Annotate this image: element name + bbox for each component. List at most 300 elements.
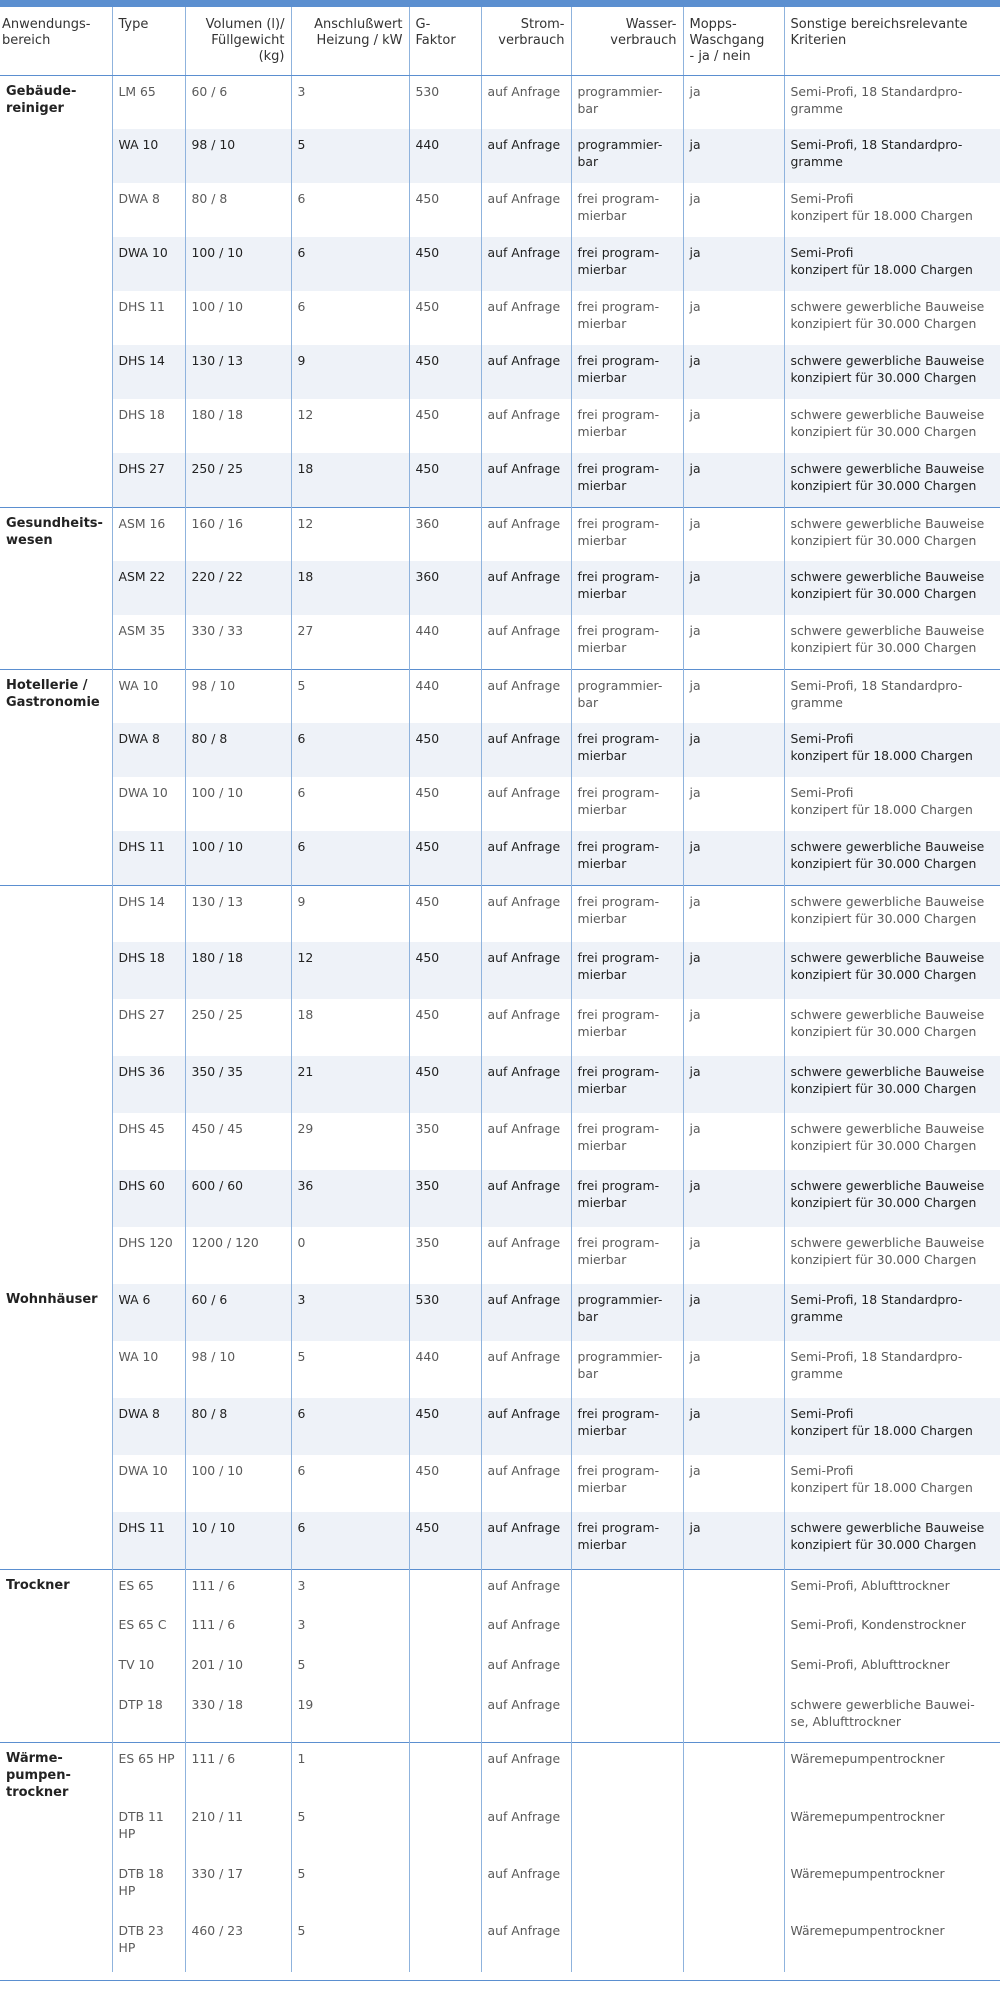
- cell-power: auf Anfrage: [481, 345, 571, 399]
- cell-area: [0, 1170, 112, 1227]
- cell-mop: ja: [683, 999, 784, 1056]
- cell-mop: ja: [683, 1113, 784, 1170]
- cell-power: auf Anfrage: [481, 1609, 571, 1649]
- cell-other: Semi-Profi konzipert für 18.000 Chargen: [784, 237, 1000, 291]
- cell-heating: 9: [291, 885, 409, 942]
- table-row: [0, 1569, 1000, 1609]
- table-row: [0, 399, 1000, 453]
- cell-heating: 27: [291, 615, 409, 669]
- cell-volume: 180 / 18: [185, 942, 291, 999]
- cell-volume: 98 / 10: [185, 669, 291, 723]
- cell-water: [571, 1569, 683, 1609]
- cell-volume: 60 / 6: [185, 1284, 291, 1341]
- cell-mop: [683, 1569, 784, 1609]
- table-row: [0, 1170, 1000, 1227]
- cell-g-factor: 440: [409, 669, 481, 723]
- cell-area: Gebäude- reiniger: [6, 83, 77, 116]
- cell-mop: [683, 1742, 784, 1801]
- cell-mop: [683, 1858, 784, 1915]
- cell-type: DTB 18 HP: [112, 1858, 185, 1915]
- table-row: [0, 942, 1000, 999]
- table-row: [0, 1858, 1000, 1915]
- cell-water: programmier- bar: [571, 1341, 683, 1398]
- cell-other: schwere gewerbliche Bauweise konzipiert für 30.000 Chargen: [784, 561, 1000, 615]
- cell-type: TV 10: [112, 1649, 185, 1689]
- cell-water: [571, 1858, 683, 1915]
- cell-volume: 330 / 17: [185, 1858, 291, 1915]
- cell-volume: 80 / 8: [185, 723, 291, 777]
- cell-other: Semi-Profi konzipert für 18.000 Chargen: [784, 183, 1000, 237]
- cell-volume: 330 / 33: [185, 615, 291, 669]
- cell-water: frei program- mierbar: [571, 723, 683, 777]
- cell-mop: ja: [683, 1170, 784, 1227]
- table-row: [0, 723, 1000, 777]
- table-row: [0, 1649, 1000, 1689]
- cell-g-factor: 450: [409, 1512, 481, 1569]
- cell-volume: 220 / 22: [185, 561, 291, 615]
- cell-volume: 98 / 10: [185, 129, 291, 183]
- cell-water: frei program- mierbar: [571, 1170, 683, 1227]
- cell-type: DHS 11: [112, 291, 185, 345]
- table-row: [0, 777, 1000, 831]
- cell-area: [0, 885, 112, 942]
- header-heating: Anschlußwert Heizung / kW: [291, 7, 409, 75]
- cell-power: auf Anfrage: [481, 1341, 571, 1398]
- cell-area: [0, 453, 112, 507]
- cell-g-factor: 450: [409, 777, 481, 831]
- cell-volume: 80 / 8: [185, 1398, 291, 1455]
- cell-type: WA 6: [112, 1284, 185, 1341]
- cell-power: auf Anfrage: [481, 507, 571, 561]
- table-row: [0, 1056, 1000, 1113]
- cell-other: schwere gewerbliche Bauweise konzipiert für 30.000 Chargen: [784, 291, 1000, 345]
- cell-mop: [683, 1801, 784, 1858]
- cell-power: auf Anfrage: [481, 75, 571, 129]
- table-row: [0, 831, 1000, 885]
- cell-area: [0, 1056, 112, 1113]
- cell-g-factor: 450: [409, 885, 481, 942]
- cell-heating: 6: [291, 291, 409, 345]
- header-water: Wasser- verbrauch: [571, 7, 683, 75]
- cell-mop: ja: [683, 507, 784, 561]
- cell-type: WA 10: [112, 669, 185, 723]
- cell-power: auf Anfrage: [481, 453, 571, 507]
- bottom-rule: [0, 1980, 1000, 1981]
- cell-other: Semi-Profi konzipert für 18.000 Chargen: [784, 777, 1000, 831]
- cell-g-factor: 360: [409, 561, 481, 615]
- cell-water: programmier- bar: [571, 1284, 683, 1341]
- table-row: [0, 183, 1000, 237]
- cell-water: frei program- mierbar: [571, 399, 683, 453]
- cell-power: auf Anfrage: [481, 1284, 571, 1341]
- cell-heating: 9: [291, 345, 409, 399]
- cell-mop: ja: [683, 1341, 784, 1398]
- cell-type: DHS 27: [112, 453, 185, 507]
- cell-volume: 100 / 10: [185, 291, 291, 345]
- cell-area: [0, 1801, 112, 1858]
- cell-volume: 201 / 10: [185, 1649, 291, 1689]
- cell-g-factor: 450: [409, 183, 481, 237]
- cell-type: DWA 10: [112, 237, 185, 291]
- cell-type: ES 65 HP: [112, 1742, 185, 1801]
- cell-volume: 60 / 6: [185, 75, 291, 129]
- table-row: [0, 75, 1000, 129]
- cell-type: DWA 10: [112, 1455, 185, 1512]
- cell-mop: ja: [683, 129, 784, 183]
- cell-mop: [683, 1609, 784, 1649]
- cell-other: Semi-Profi konzipert für 18.000 Chargen: [784, 1455, 1000, 1512]
- cell-area: [0, 1915, 112, 1972]
- table-row: [0, 453, 1000, 507]
- cell-type: DWA 10: [112, 777, 185, 831]
- cell-g-factor: 450: [409, 723, 481, 777]
- cell-volume: 350 / 35: [185, 1056, 291, 1113]
- cell-g-factor: [409, 1742, 481, 1801]
- cell-mop: ja: [683, 75, 784, 129]
- cell-area: [0, 237, 112, 291]
- cell-power: auf Anfrage: [481, 1915, 571, 1972]
- cell-water: [571, 1742, 683, 1801]
- table-row: [0, 1398, 1000, 1455]
- cell-other: schwere gewerbliche Bauweise konzipiert für 30.000 Chargen: [784, 1056, 1000, 1113]
- header-other: Sonstige bereichsrelevante Kriterien: [784, 7, 1000, 75]
- cell-water: frei program- mierbar: [571, 1512, 683, 1569]
- cell-power: auf Anfrage: [481, 1455, 571, 1512]
- cell-heating: 0: [291, 1227, 409, 1284]
- header-g-factor: G- Faktor: [409, 7, 481, 75]
- cell-power: auf Anfrage: [481, 1512, 571, 1569]
- cell-volume: 111 / 6: [185, 1742, 291, 1801]
- cell-g-factor: 450: [409, 345, 481, 399]
- table-row: [0, 1689, 1000, 1742]
- cell-mop: ja: [683, 1512, 784, 1569]
- table-row: [0, 237, 1000, 291]
- cell-heating: 12: [291, 399, 409, 453]
- cell-g-factor: 360: [409, 507, 481, 561]
- cell-power: auf Anfrage: [481, 942, 571, 999]
- table-row: [0, 885, 1000, 942]
- cell-g-factor: [409, 1649, 481, 1689]
- cell-water: frei program- mierbar: [571, 561, 683, 615]
- cell-other: schwere gewerbliche Bauweise konzipiert für 30.000 Chargen: [784, 1512, 1000, 1569]
- cell-area: [0, 291, 112, 345]
- cell-heating: 5: [291, 1341, 409, 1398]
- cell-type: DHS 45: [112, 1113, 185, 1170]
- cell-area: [0, 129, 112, 183]
- cell-water: frei program- mierbar: [571, 453, 683, 507]
- cell-volume: 180 / 18: [185, 399, 291, 453]
- cell-area: [0, 777, 112, 831]
- table-row: [0, 291, 1000, 345]
- cell-power: auf Anfrage: [481, 1858, 571, 1915]
- cell-type: DTP 18: [112, 1689, 185, 1742]
- cell-water: programmier- bar: [571, 669, 683, 723]
- cell-mop: ja: [683, 561, 784, 615]
- cell-power: auf Anfrage: [481, 615, 571, 669]
- cell-heating: 5: [291, 669, 409, 723]
- cell-other: Semi-Profi konzipert für 18.000 Chargen: [784, 1398, 1000, 1455]
- cell-volume: 98 / 10: [185, 1341, 291, 1398]
- cell-heating: 6: [291, 777, 409, 831]
- cell-power: auf Anfrage: [481, 999, 571, 1056]
- header-type: Type: [112, 7, 185, 75]
- cell-heating: 5: [291, 1915, 409, 1972]
- cell-area: [0, 1649, 112, 1689]
- cell-water: [571, 1649, 683, 1689]
- cell-other: Semi-Profi, Ablufttrockner: [784, 1569, 1000, 1609]
- cell-water: frei program- mierbar: [571, 507, 683, 561]
- cell-heating: 6: [291, 1512, 409, 1569]
- cell-water: programmier- bar: [571, 129, 683, 183]
- header-power: Strom- verbrauch: [481, 7, 571, 75]
- cell-mop: ja: [683, 453, 784, 507]
- cell-heating: 36: [291, 1170, 409, 1227]
- cell-type: DHS 18: [112, 399, 185, 453]
- cell-volume: 250 / 25: [185, 453, 291, 507]
- cell-water: frei program- mierbar: [571, 183, 683, 237]
- cell-type: DHS 18: [112, 942, 185, 999]
- cell-area: [0, 1398, 112, 1455]
- cell-power: auf Anfrage: [481, 561, 571, 615]
- cell-mop: ja: [683, 237, 784, 291]
- cell-type: DHS 60: [112, 1170, 185, 1227]
- cell-area: [0, 999, 112, 1056]
- cell-volume: 80 / 8: [185, 183, 291, 237]
- cell-g-factor: 450: [409, 399, 481, 453]
- cell-type: LM 65: [112, 75, 185, 129]
- cell-type: WA 10: [112, 129, 185, 183]
- cell-other: Semi-Profi, 18 Standardpro- gramme: [784, 1341, 1000, 1398]
- cell-power: auf Anfrage: [481, 399, 571, 453]
- cell-other: Semi-Profi, 18 Standardpro- gramme: [784, 669, 1000, 723]
- cell-power: auf Anfrage: [481, 291, 571, 345]
- cell-volume: 100 / 10: [185, 777, 291, 831]
- cell-other: schwere gewerbliche Bauweise konzipiert für 30.000 Chargen: [784, 615, 1000, 669]
- cell-g-factor: 450: [409, 453, 481, 507]
- cell-g-factor: [409, 1689, 481, 1742]
- cell-volume: 210 / 11: [185, 1801, 291, 1858]
- cell-other: Semi-Profi, 18 Standardpro- gramme: [784, 1284, 1000, 1341]
- cell-type: DHS 120: [112, 1227, 185, 1284]
- cell-power: auf Anfrage: [481, 1227, 571, 1284]
- cell-water: frei program- mierbar: [571, 1398, 683, 1455]
- cell-other: schwere gewerbliche Bauweise konzipiert für 30.000 Chargen: [784, 999, 1000, 1056]
- cell-other: Wäremepumpentrockner: [784, 1742, 1000, 1801]
- cell-volume: 460 / 23: [185, 1915, 291, 1972]
- table-row: [0, 345, 1000, 399]
- cell-type: DWA 8: [112, 183, 185, 237]
- table-row: [0, 1455, 1000, 1512]
- cell-g-factor: 450: [409, 1056, 481, 1113]
- cell-area: [0, 1341, 112, 1398]
- cell-mop: ja: [683, 885, 784, 942]
- cell-volume: 130 / 13: [185, 345, 291, 399]
- cell-heating: 3: [291, 75, 409, 129]
- cell-power: auf Anfrage: [481, 1649, 571, 1689]
- cell-type: ASM 35: [112, 615, 185, 669]
- cell-area: Trockner: [0, 1569, 112, 1609]
- cell-mop: ja: [683, 1227, 784, 1284]
- cell-type: ES 65: [112, 1569, 185, 1609]
- cell-g-factor: [409, 1609, 481, 1649]
- cell-other: Semi-Profi, Kondenstrockner: [784, 1609, 1000, 1649]
- cell-g-factor: [409, 1915, 481, 1972]
- table-row: [0, 1915, 1000, 1972]
- cell-area: [0, 942, 112, 999]
- cell-power: auf Anfrage: [481, 1801, 571, 1858]
- cell-heating: 5: [291, 1858, 409, 1915]
- cell-volume: 130 / 13: [185, 885, 291, 942]
- table-row: [0, 1227, 1000, 1284]
- header-mop: Mopps- Waschgang - ja / nein: [683, 7, 784, 75]
- header-row: [0, 7, 1000, 75]
- cell-water: [571, 1915, 683, 1972]
- table-row: [0, 129, 1000, 183]
- cell-area: [0, 1858, 112, 1915]
- cell-heating: 3: [291, 1569, 409, 1609]
- cell-mop: ja: [683, 615, 784, 669]
- cell-area: Gesundheits- wesen: [0, 507, 112, 561]
- cell-power: auf Anfrage: [481, 237, 571, 291]
- cell-other: schwere gewerbliche Bauweise konzipiert für 30.000 Chargen: [784, 942, 1000, 999]
- cell-mop: ja: [683, 1455, 784, 1512]
- cell-area: [0, 1227, 112, 1284]
- cell-type: DWA 8: [112, 723, 185, 777]
- cell-area: [0, 1455, 112, 1512]
- cell-power: auf Anfrage: [481, 1569, 571, 1609]
- cell-volume: 111 / 6: [185, 1609, 291, 1649]
- cell-area: [0, 1609, 112, 1649]
- cell-g-factor: 450: [409, 237, 481, 291]
- cell-water: [571, 1609, 683, 1649]
- cell-type: DHS 11: [112, 1512, 185, 1569]
- cell-mop: ja: [683, 183, 784, 237]
- cell-other: schwere gewerbliche Bauweise konzipiert für 30.000 Chargen: [784, 399, 1000, 453]
- cell-power: auf Anfrage: [481, 1742, 571, 1801]
- cell-water: frei program- mierbar: [571, 1113, 683, 1170]
- table-row: [0, 1341, 1000, 1398]
- cell-g-factor: 440: [409, 615, 481, 669]
- cell-volume: 160 / 16: [185, 507, 291, 561]
- cell-water: frei program- mierbar: [571, 885, 683, 942]
- cell-power: auf Anfrage: [481, 1056, 571, 1113]
- cell-type: DTB 11 HP: [112, 1801, 185, 1858]
- cell-power: auf Anfrage: [481, 1398, 571, 1455]
- cell-other: schwere gewerbliche Bauweise konzipiert für 30.000 Chargen: [784, 1170, 1000, 1227]
- cell-type: DHS 27: [112, 999, 185, 1056]
- cell-other: Semi-Profi, 18 Standardpro- gramme: [784, 75, 1000, 129]
- cell-volume: 111 / 6: [185, 1569, 291, 1609]
- table-row: [0, 1609, 1000, 1649]
- cell-heating: 6: [291, 831, 409, 885]
- cell-water: frei program- mierbar: [571, 831, 683, 885]
- cell-power: auf Anfrage: [481, 1170, 571, 1227]
- cell-g-factor: 440: [409, 1341, 481, 1398]
- table-row: [0, 1113, 1000, 1170]
- cell-other: schwere gewerbliche Bauweise konzipiert für 30.000 Chargen: [784, 507, 1000, 561]
- cell-volume: 100 / 10: [185, 1455, 291, 1512]
- cell-g-factor: 450: [409, 1398, 481, 1455]
- cell-area: Wohnhäuser: [0, 1284, 112, 1341]
- cell-volume: 600 / 60: [185, 1170, 291, 1227]
- cell-water: frei program- mierbar: [571, 1056, 683, 1113]
- cell-volume: 250 / 25: [185, 999, 291, 1056]
- cell-heating: 5: [291, 129, 409, 183]
- cell-other: schwere gewerbliche Bauweise konzipiert für 30.000 Chargen: [784, 453, 1000, 507]
- cell-heating: 1: [291, 1742, 409, 1801]
- cell-g-factor: 350: [409, 1170, 481, 1227]
- cell-water: frei program- mierbar: [571, 615, 683, 669]
- cell-area: Hotellerie / Gastronomie: [0, 669, 112, 723]
- table-row: [0, 999, 1000, 1056]
- table-row: [0, 1512, 1000, 1569]
- cell-mop: ja: [683, 345, 784, 399]
- table-row: [0, 669, 1000, 723]
- cell-power: auf Anfrage: [481, 831, 571, 885]
- cell-other: schwere gewerbliche Bauweise konzipiert für 30.000 Chargen: [784, 345, 1000, 399]
- table-row: [0, 1801, 1000, 1858]
- cell-g-factor: 530: [409, 75, 481, 129]
- cell-water: frei program- mierbar: [571, 1227, 683, 1284]
- cell-heating: 18: [291, 999, 409, 1056]
- cell-g-factor: 350: [409, 1227, 481, 1284]
- cell-type: DHS 36: [112, 1056, 185, 1113]
- cell-mop: ja: [683, 399, 784, 453]
- cell-area: [0, 399, 112, 453]
- cell-water: frei program- mierbar: [571, 237, 683, 291]
- cell-heating: 19: [291, 1689, 409, 1742]
- cell-water: frei program- mierbar: [571, 291, 683, 345]
- cell-type: ASM 22: [112, 561, 185, 615]
- table-row: [0, 507, 1000, 561]
- cell-g-factor: 450: [409, 999, 481, 1056]
- cell-other: schwere gewerbliche Bauwei- se, Ablufttrockner: [784, 1689, 1000, 1742]
- table-body: [0, 75, 1000, 1972]
- cell-water: frei program- mierbar: [571, 999, 683, 1056]
- cell-type: DHS 14: [112, 345, 185, 399]
- cell-mop: ja: [683, 1398, 784, 1455]
- cell-other: schwere gewerbliche Bauweise konzipiert für 30.000 Chargen: [784, 1227, 1000, 1284]
- cell-heating: 6: [291, 723, 409, 777]
- table-row: [0, 615, 1000, 669]
- cell-other: Wäremepumpentrockner: [784, 1915, 1000, 1972]
- cell-type: DWA 8: [112, 1398, 185, 1455]
- cell-type: WA 10: [112, 1341, 185, 1398]
- cell-g-factor: 350: [409, 1113, 481, 1170]
- cell-type: DTB 23 HP: [112, 1915, 185, 1972]
- cell-g-factor: [409, 1569, 481, 1609]
- cell-water: frei program- mierbar: [571, 1455, 683, 1512]
- cell-other: schwere gewerbliche Bauweise konzipiert für 30.000 Chargen: [784, 831, 1000, 885]
- cell-area: Wärme- pumpen- trockner: [0, 1742, 112, 1801]
- cell-area: [0, 345, 112, 399]
- cell-area: [0, 615, 112, 669]
- cell-other: Semi-Profi, Ablufttrockner: [784, 1649, 1000, 1689]
- cell-heating: 18: [291, 453, 409, 507]
- cell-heating: 29: [291, 1113, 409, 1170]
- cell-g-factor: [409, 1858, 481, 1915]
- cell-area: [0, 1512, 112, 1569]
- cell-volume: 10 / 10: [185, 1512, 291, 1569]
- cell-mop: ja: [683, 669, 784, 723]
- cell-water: [571, 1689, 683, 1742]
- cell-heating: 5: [291, 1801, 409, 1858]
- cell-volume: 1200 / 120: [185, 1227, 291, 1284]
- cell-power: auf Anfrage: [481, 1689, 571, 1742]
- cell-other: schwere gewerbliche Bauweise konzipiert für 30.000 Chargen: [784, 1113, 1000, 1170]
- cell-mop: ja: [683, 831, 784, 885]
- cell-mop: [683, 1915, 784, 1972]
